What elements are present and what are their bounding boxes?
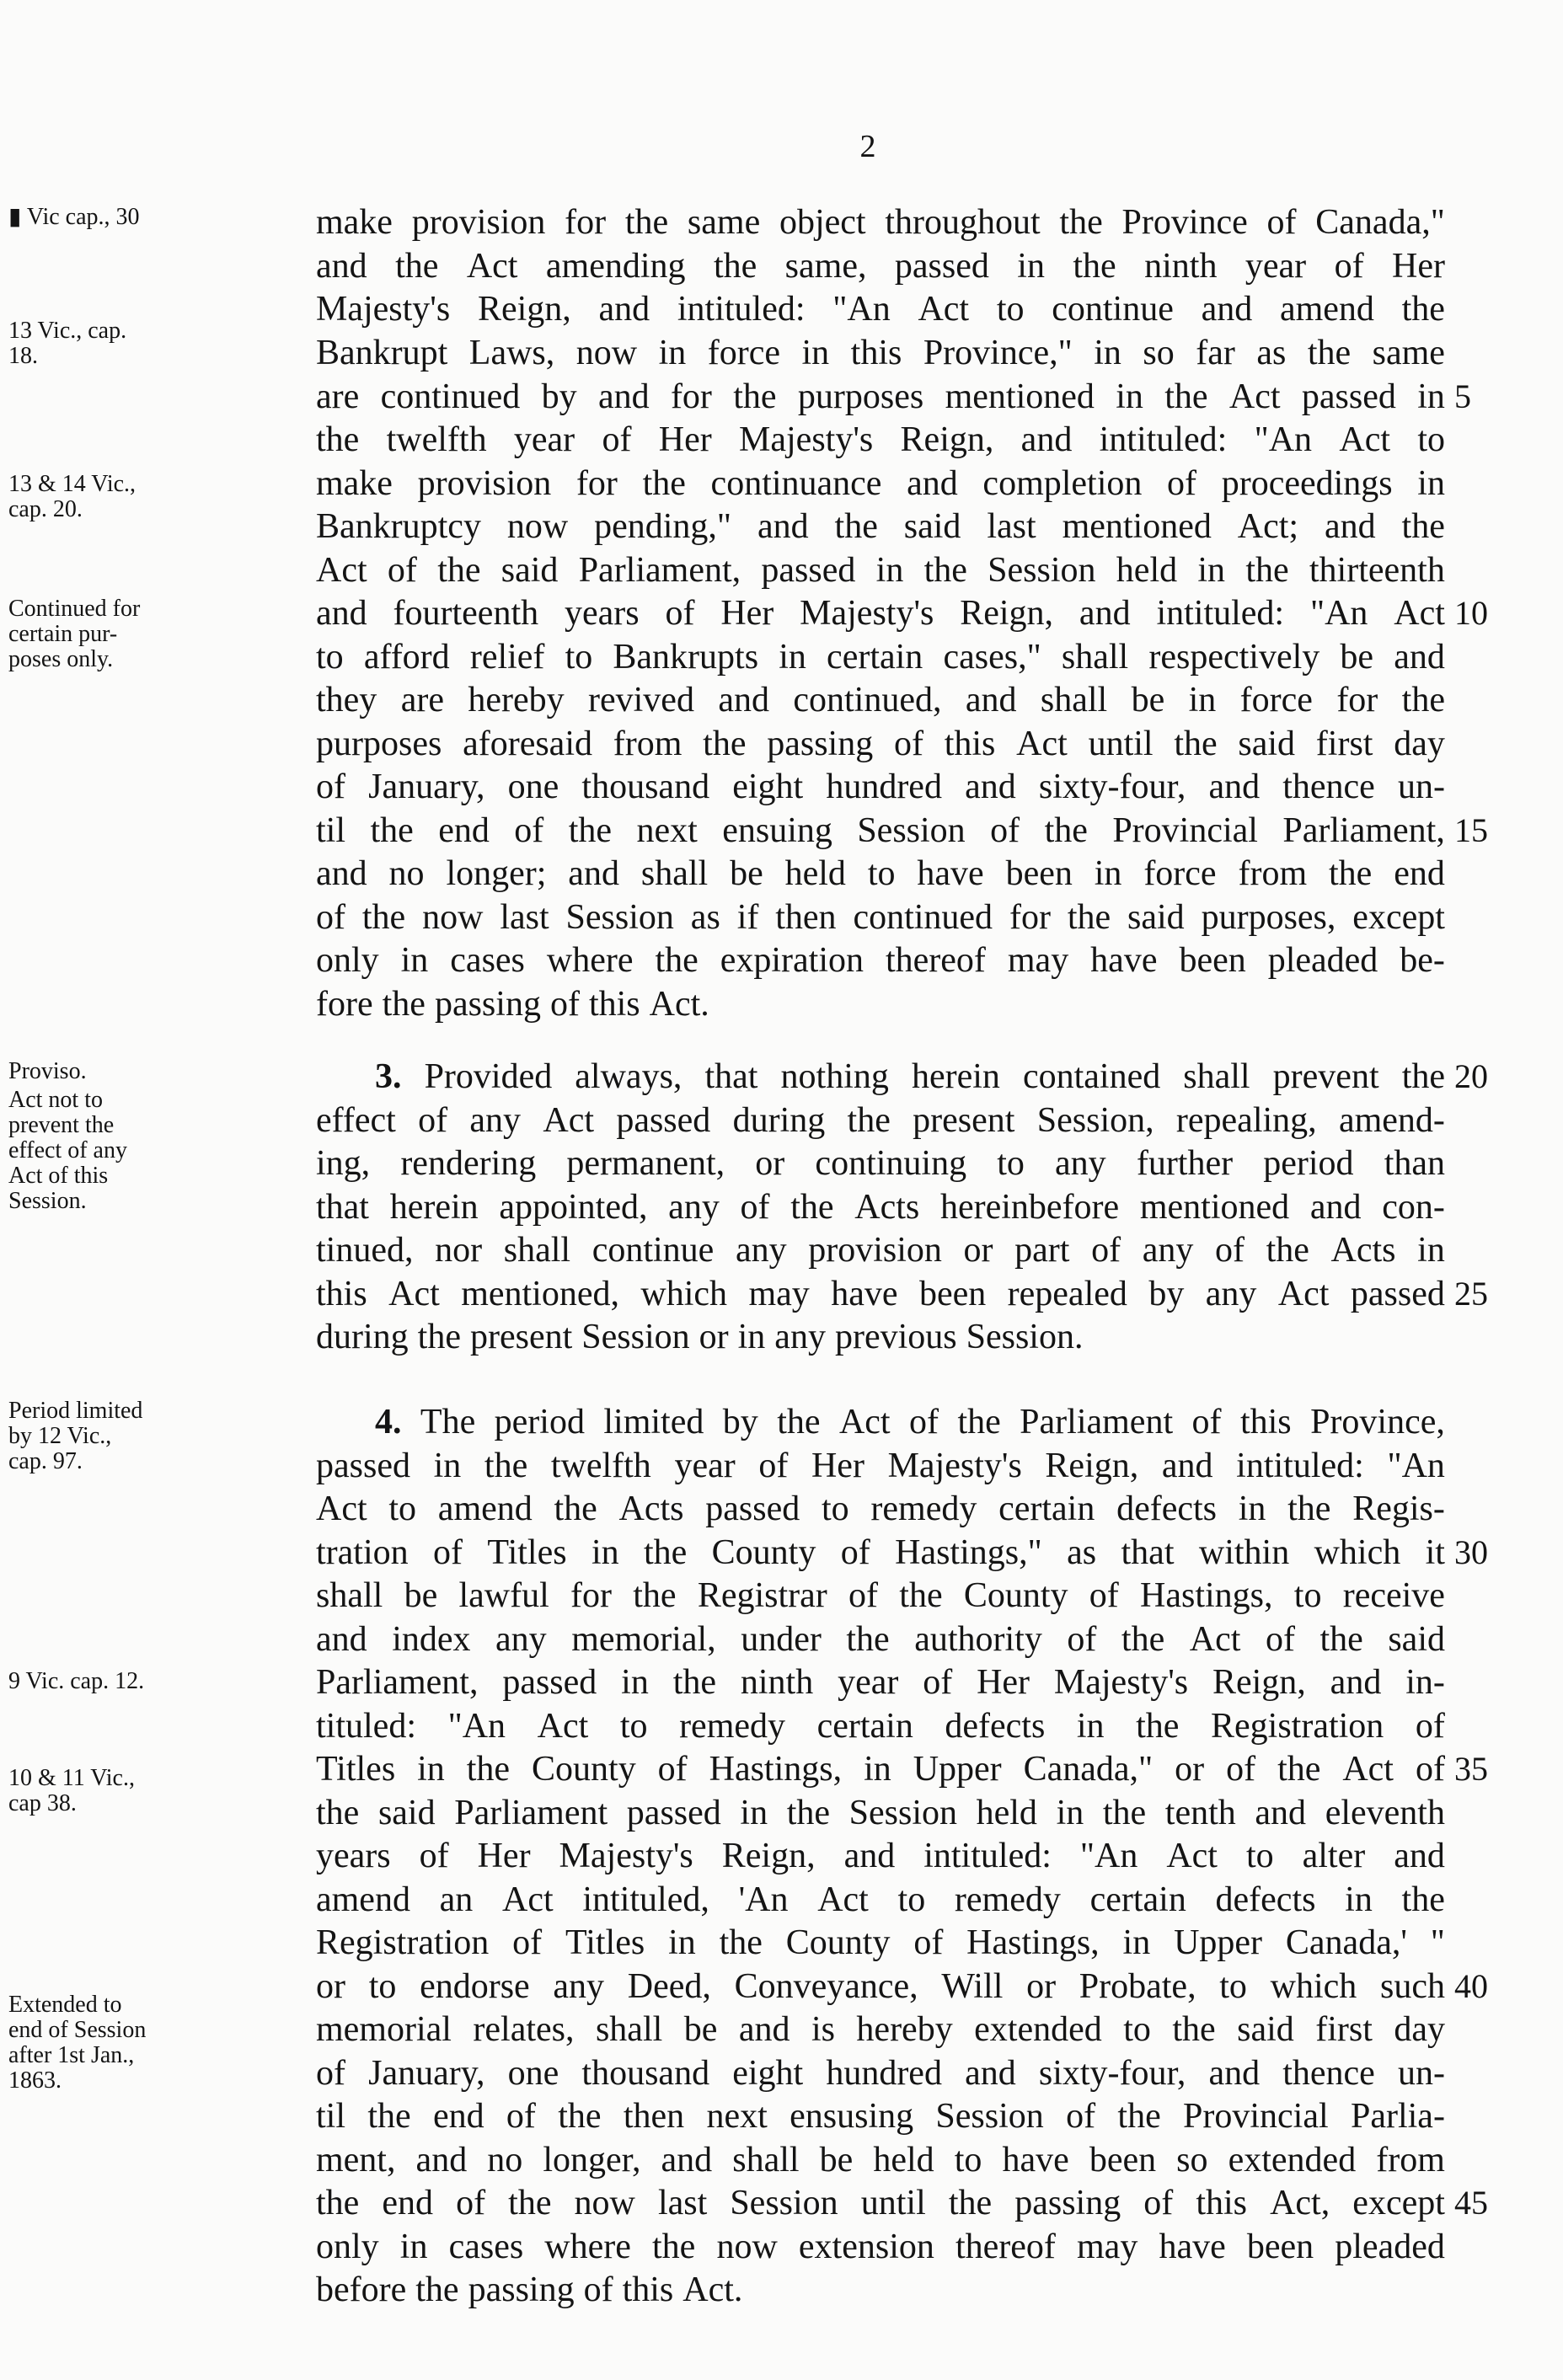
line-number: 45 [1454,2184,1488,2222]
body-line: tinued, nor shall continue any provision or part of any of the Acts in [316,1231,1445,1270]
body-line: only in cases where the now extension thereof may have been pleaded [316,2225,1445,2269]
margin-note: 9 Vic. cap. 12. [8,1668,145,1694]
body-line: Registration of Titles in the County of Hastings, in Upper Canada,' " [316,1923,1445,1962]
body-line: passed in the twelfth year of Her Majesty's Reign, and intituled: "An [316,1447,1445,1485]
margin-note: cap. 97. [8,1448,83,1474]
margin-note: by 12 Vic., [8,1423,112,1449]
section-number: 4. [375,1403,402,1441]
line-number: 40 [1454,1967,1488,2005]
body-line: Act to amend the Acts passed to remedy certain defects in the Regis- [316,1490,1445,1528]
body-line: 3. Provided always, that nothing herein contained shall prevent the [316,1055,1445,1099]
body-line: this Act mentioned, which may have been repealed by any Act passed [316,1275,1445,1313]
body-line: that herein appointed, any of the Acts hereinbefore mentioned and con- [316,1188,1445,1227]
margin-note: prevent the [8,1112,115,1138]
body-line: and fourteenth years of Her Majesty's Reign, and intituled: "An Act [316,594,1445,633]
body-line: of January, one thousand eight hundred and sixty-four, and thence un- [316,767,1445,806]
body-line: the end of the now last Session until the passing of this Act, except [316,2184,1445,2222]
body-line: Bankrupt Laws, now in force in this Province," in so far as the same [316,334,1445,372]
body-line: memorial relates, shall be and is hereby extended to the said first day [316,2010,1445,2049]
margin-note: 10 & 11 Vic., [8,1765,135,1791]
margin-note: cap. 20. [8,496,83,522]
body-line: years of Her Majesty's Reign, and intituled: "An Act to alter and [316,1837,1445,1875]
margin-note: Session. [8,1188,87,1214]
body-line: before the passing of this Act. [316,2270,743,2309]
body-line: the said Parliament passed in the Session held in the tenth and eleventh [316,1794,1445,1832]
body-line: to afford relief to Bankrupts in certain cases," shall respectively be and [316,638,1445,677]
margin-note: after 1st Jan., [8,2042,135,2068]
margin-note: 13 Vic., cap. [8,318,127,344]
margin-note: ▮ Vic cap., 30 [8,204,140,230]
margin-note: Proviso. [8,1058,87,1084]
margin-note: cap 38. [8,1790,77,1816]
body-line: are continued by and for the purposes mentioned in the Act passed in [316,377,1445,416]
body-line: 4. The period limited by the Act of the Parliament of this Province, [316,1400,1445,1444]
body-line: til the end of the next ensuing Session of the Provincial Parliament, [316,811,1445,850]
body-line: Bankruptcy now pending," and the said last mentioned Act; and the [316,507,1445,546]
margin-note: Continued for [8,596,141,622]
line-number: 20 [1454,1057,1488,1095]
margin-note: end of Session [8,2017,147,2043]
body-line: or to endorse any Deed, Conveyance, Will or Probate, to which such [316,1967,1445,2006]
margin-note: Act not to [8,1087,103,1113]
section-number: 3. [375,1057,402,1096]
body-line: only in cases where the expiration thereof may have been pleaded be- [316,941,1445,980]
body-line: Titles in the County of Hastings, in Upper Canada," or of the Act of [316,1750,1445,1789]
margin-note: effect of any [8,1137,127,1163]
body-line: Parliament, passed in the ninth year of Her Majesty's Reign, and in- [316,1663,1445,1702]
body-line: purposes aforesaid from the passing of this Act until the said first day [316,725,1445,763]
body-line: and the Act amending the same, passed in the ninth year of Her [316,247,1445,286]
line-number: 10 [1454,594,1488,632]
margin-note: poses only. [8,646,114,672]
body-line: make provision for the continuance and completion of proceedings in [316,464,1445,503]
line-number: 15 [1454,811,1488,849]
line-number: 35 [1454,1750,1488,1788]
margin-note: certain pur- [8,621,118,647]
body-line: during the present Session or in any previous Session. [316,1318,1084,1356]
body-line: and no longer; and shall be held to have been in force from the end [316,854,1445,893]
body-line: make provision for the same object throughout the Province of Canada," [316,203,1445,242]
body-line: and index any memorial, under the authority of the Act of the said [316,1620,1445,1659]
line-number: 5 [1454,377,1471,415]
body-line: of January, one thousand eight hundred and sixty-four, and thence un- [316,2054,1445,2093]
body-line: Majesty's Reign, and intituled: "An Act to continue and amend the [316,290,1445,329]
body-line: tration of Titles in the County of Hastings," as that within which it [316,1533,1445,1572]
line-number: 25 [1454,1275,1488,1313]
margin-note: 18. [8,343,38,369]
margin-note: Extended to [8,1992,122,2018]
body-line: the twelfth year of Her Majesty's Reign, and intituled: "An Act to [316,420,1445,459]
line-number: 30 [1454,1533,1488,1571]
body-line: Act of the said Parliament, passed in the Session held in the thirteenth [316,551,1445,590]
body-line: fore the passing of this Act. [316,985,709,1024]
margin-note: 13 & 14 Vic., [8,471,136,497]
page-number: 2 [859,129,876,164]
margin-note: Act of this [8,1163,109,1189]
body-line: ment, and no longer, and shall be held to have been so extended from [316,2141,1445,2179]
body-line: tituled: "An Act to remedy certain defects in the Registration of [316,1707,1445,1746]
body-line: shall be lawful for the Registrar of the County of Hastings, to receive [316,1576,1445,1615]
margin-note: Period limited [8,1398,143,1424]
body-line: amend an Act intituled, 'An Act to remedy certain defects in the [316,1880,1445,1919]
body-line: they are hereby revived and continued, and shall be in force for the [316,681,1445,719]
body-line: ing, rendering permanent, or continuing to any further period than [316,1144,1445,1183]
body-line: til the end of the then next ensusing Session of the Provincial Parlia- [316,2097,1445,2136]
body-line: of the now last Session as if then continued for the said purposes, except [316,898,1445,937]
margin-note: 1863. [8,2067,62,2094]
body-line: effect of any Act passed during the present Session, repealing, amend- [316,1101,1445,1140]
